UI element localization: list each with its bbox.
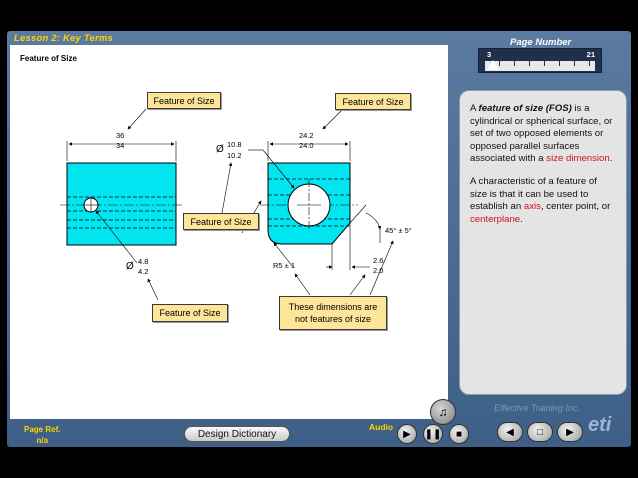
right-hole-lower: 10.2 — [227, 151, 242, 160]
design-dictionary-button[interactable]: Design Dictionary — [184, 426, 290, 442]
callout-not-features-of-size — [279, 296, 387, 330]
left-width-lower: 34 — [116, 141, 125, 150]
link-size-dimension[interactable]: size dimension — [546, 153, 610, 165]
stop-icon[interactable]: ■ — [449, 424, 469, 444]
callout-line-2: not features of size — [294, 314, 372, 324]
p1-body: is a cylindrical or spherical surface, or set of two opposed elements or opposed parallel surfaces associated with a — [470, 103, 613, 165]
p1-prefix: A — [470, 103, 479, 114]
page-ref-label: Page Ref. — [24, 425, 61, 434]
content-area — [10, 45, 448, 419]
company-watermark: Effective Training Inc. — [494, 403, 580, 413]
menu-icon[interactable]: □ — [527, 422, 553, 442]
callout-feature-of-size-top-left: Feature of Size — [147, 92, 221, 109]
scale-tick — [529, 61, 530, 66]
link-centerplane[interactable]: centerplane — [470, 213, 521, 225]
right-hole-upper: 10.8 — [227, 140, 242, 149]
chamfer-upper: 2.6 — [373, 256, 384, 265]
page-scale — [485, 61, 595, 71]
left-block-part — [60, 163, 182, 245]
right-block-part — [260, 163, 358, 244]
right-width-upper: 24.2 — [299, 131, 314, 140]
page-ref — [24, 424, 60, 446]
p2-body: A characteristic of a feature of size is that it can be used to establish an — [470, 175, 597, 213]
scale-tick — [544, 61, 545, 66]
callout-feature-of-size-bottom-left: Feature of Size — [152, 304, 228, 322]
radius-dimension: R5 ± 1 — [273, 261, 296, 270]
left-hole-upper: 4.8 — [138, 257, 149, 266]
callout-feature-of-size-top-right: Feature of Size — [335, 93, 411, 110]
definition-panel — [459, 90, 627, 395]
page-ref-value: n/a — [36, 436, 49, 445]
forward-icon[interactable]: ▶ — [557, 422, 583, 442]
lesson-title: Lesson 2: Key Terms — [14, 33, 114, 44]
callout-feature-of-size-middle: Feature of Size — [183, 213, 259, 230]
pause-icon[interactable]: ❚❚ — [423, 424, 443, 444]
left-hole-diameter-symbol: Ø — [126, 261, 134, 272]
term-feature-of-size: feature of size (FOS) — [478, 103, 572, 114]
page-indicator-icon — [487, 60, 499, 70]
play-icon[interactable]: ▶ — [397, 424, 417, 444]
left-width-upper: 36 — [116, 131, 125, 140]
top-band — [0, 0, 638, 31]
audio-label: Audio — [369, 422, 394, 432]
total-pages: 21 — [586, 50, 595, 59]
angle-dimension: 45° ± 5° — [385, 226, 412, 235]
scale-tick — [574, 61, 575, 66]
p1-end: . — [609, 153, 613, 165]
page-progress-bar[interactable] — [478, 48, 602, 73]
scale-tick — [559, 61, 560, 66]
eti-logo: eti — [588, 414, 612, 436]
scale-tick — [514, 61, 515, 66]
scale-tick — [589, 61, 590, 66]
section-title: Feature of Size — [20, 54, 77, 63]
right-width-lower: 24.0 — [299, 141, 314, 150]
link-axis[interactable]: axis — [523, 201, 541, 213]
characteristic-paragraph — [460, 166, 626, 226]
definition-paragraph — [460, 91, 626, 166]
chamfer-lower: 2.0 — [373, 266, 384, 275]
back-icon[interactable]: ◀ — [497, 422, 523, 442]
right-hole-diameter-symbol: Ø — [216, 144, 224, 155]
left-hole-lower: 4.2 — [138, 267, 149, 276]
p2-end: . — [520, 213, 523, 225]
p2-mid: , center point, or — [540, 201, 611, 213]
callout-line-1: These dimensions are — [288, 302, 378, 312]
current-page: 3 — [487, 50, 492, 59]
speaker-icon[interactable]: ♫ — [430, 399, 456, 425]
scale-tick — [499, 61, 500, 66]
page-number-label: Page Number — [510, 37, 572, 48]
